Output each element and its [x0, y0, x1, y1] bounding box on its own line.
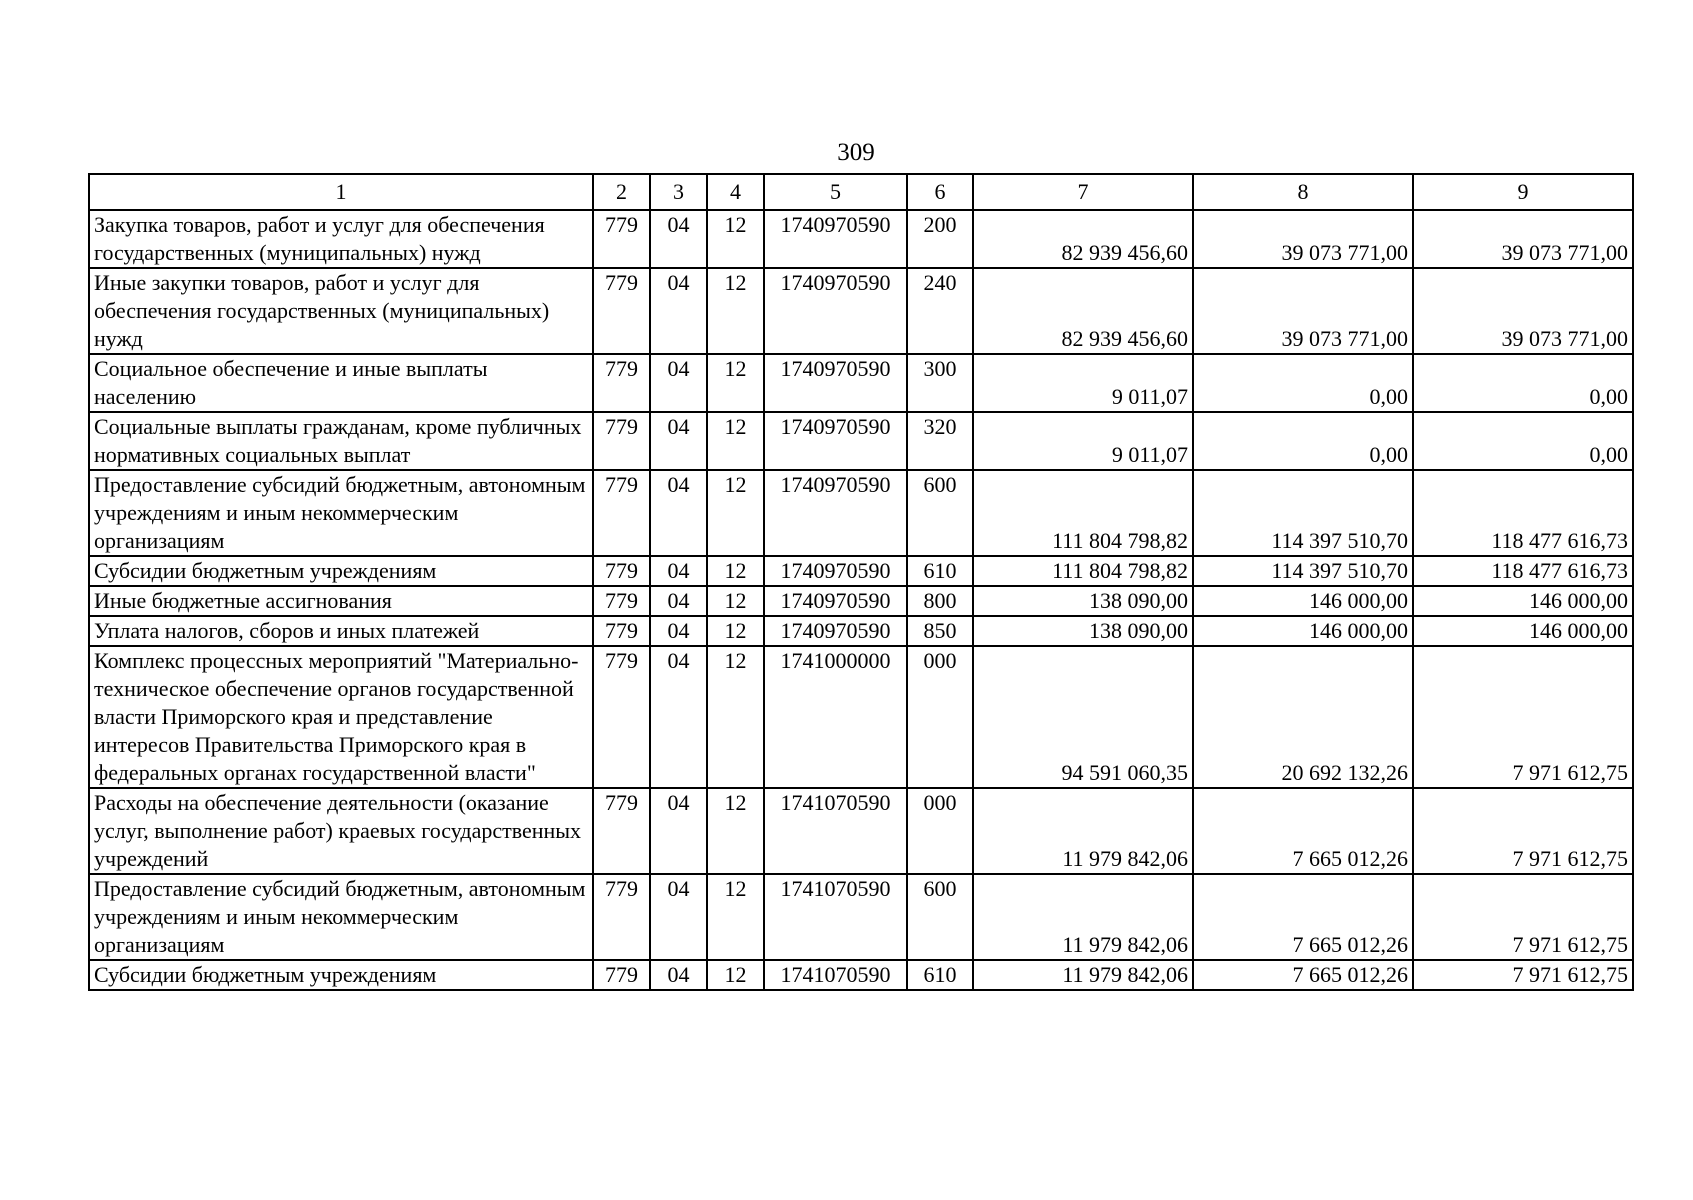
header-cell-9: 9 — [1413, 174, 1633, 210]
code-cell-5: 1740970590 — [764, 210, 907, 268]
code-cell-3: 04 — [650, 616, 707, 646]
table-row — [89, 788, 1633, 874]
expense-name-cell: Социальное обеспечение и иные выплаты населению — [89, 354, 593, 412]
table-row — [89, 874, 1633, 960]
amount-cell-7: 9 011,07 — [973, 412, 1193, 470]
code-cell-3: 04 — [650, 788, 707, 874]
amount-cell-7: 111 804 798,82 — [973, 470, 1193, 556]
code-cell-5: 1740970590 — [764, 354, 907, 412]
page-number: 309 — [837, 139, 875, 166]
expense-name-cell: Уплата налогов, сборов и иных платежей — [89, 616, 593, 646]
code-cell-6: 320 — [907, 412, 973, 470]
code-cell-3: 04 — [650, 586, 707, 616]
amount-cell-9: 7 971 612,75 — [1413, 646, 1633, 788]
amount-cell-8: 7 665 012,26 — [1193, 788, 1413, 874]
amount-cell-8: 114 397 510,70 — [1193, 470, 1413, 556]
amount-cell-9: 146 000,00 — [1413, 586, 1633, 616]
amount-cell-8: 146 000,00 — [1193, 586, 1413, 616]
amount-cell-7: 11 979 842,06 — [973, 874, 1193, 960]
code-cell-6: 600 — [907, 470, 973, 556]
code-cell-2: 779 — [593, 586, 650, 616]
code-cell-2: 779 — [593, 616, 650, 646]
header-cell-4: 4 — [707, 174, 764, 210]
expense-name-cell: Предоставление субсидий бюджетным, автономным учреждениям и иным некоммерческим организациям — [89, 470, 593, 556]
code-cell-2: 779 — [593, 874, 650, 960]
code-cell-4: 12 — [707, 470, 764, 556]
code-cell-4: 12 — [707, 874, 764, 960]
code-cell-6: 850 — [907, 616, 973, 646]
amount-cell-8: 7 665 012,26 — [1193, 874, 1413, 960]
code-cell-5: 1740970590 — [764, 470, 907, 556]
expense-name-cell: Субсидии бюджетным учреждениям — [89, 556, 593, 586]
amount-cell-9: 7 971 612,75 — [1413, 788, 1633, 874]
amount-cell-8: 0,00 — [1193, 412, 1413, 470]
code-cell-6: 600 — [907, 874, 973, 960]
amount-cell-7: 82 939 456,60 — [973, 210, 1193, 268]
expense-name-cell: Предоставление субсидий бюджетным, автономным учреждениям и иным некоммерческим организациям — [89, 874, 593, 960]
code-cell-5: 1740970590 — [764, 268, 907, 354]
amount-cell-7: 138 090,00 — [973, 616, 1193, 646]
code-cell-3: 04 — [650, 556, 707, 586]
amount-cell-8: 20 692 132,26 — [1193, 646, 1413, 788]
amount-cell-7: 82 939 456,60 — [973, 268, 1193, 354]
code-cell-5: 1740970590 — [764, 616, 907, 646]
amount-cell-9: 39 073 771,00 — [1413, 210, 1633, 268]
code-cell-4: 12 — [707, 960, 764, 990]
code-cell-4: 12 — [707, 556, 764, 586]
expense-name-cell: Иные бюджетные ассигнования — [89, 586, 593, 616]
header-cell-8: 8 — [1193, 174, 1413, 210]
code-cell-2: 779 — [593, 354, 650, 412]
header-cell-1: 1 — [89, 174, 593, 210]
code-cell-3: 04 — [650, 874, 707, 960]
code-cell-3: 04 — [650, 210, 707, 268]
table-row — [89, 586, 1633, 616]
header-cell-6: 6 — [907, 174, 973, 210]
code-cell-2: 779 — [593, 960, 650, 990]
amount-cell-7: 9 011,07 — [973, 354, 1193, 412]
code-cell-5: 1740970590 — [764, 412, 907, 470]
code-cell-5: 1741070590 — [764, 960, 907, 990]
budget-table — [88, 173, 1634, 991]
table-row — [89, 354, 1633, 412]
code-cell-3: 04 — [650, 268, 707, 354]
code-cell-6: 000 — [907, 788, 973, 874]
table-row — [89, 412, 1633, 470]
code-cell-6: 800 — [907, 586, 973, 616]
code-cell-2: 779 — [593, 470, 650, 556]
code-cell-3: 04 — [650, 412, 707, 470]
expense-name-cell: Субсидии бюджетным учреждениям — [89, 960, 593, 990]
expense-name-cell: Социальные выплаты гражданам, кроме публичных нормативных социальных выплат — [89, 412, 593, 470]
code-cell-2: 779 — [593, 788, 650, 874]
table-row — [89, 556, 1633, 586]
code-cell-5: 1741070590 — [764, 874, 907, 960]
expense-name-cell: Комплекс процессных мероприятий "Материально-техническое обеспечение органов государственной власти Приморского края и представление интересов Правительства Приморского края в федеральных органах государственной власти" — [89, 646, 593, 788]
amount-cell-7: 11 979 842,06 — [973, 960, 1193, 990]
code-cell-3: 04 — [650, 960, 707, 990]
code-cell-4: 12 — [707, 354, 764, 412]
code-cell-4: 12 — [707, 412, 764, 470]
header-cell-3: 3 — [650, 174, 707, 210]
amount-cell-9: 7 971 612,75 — [1413, 874, 1633, 960]
code-cell-6: 300 — [907, 354, 973, 412]
code-cell-2: 779 — [593, 556, 650, 586]
code-cell-5: 1741070590 — [764, 788, 907, 874]
code-cell-4: 12 — [707, 210, 764, 268]
code-cell-6: 000 — [907, 646, 973, 788]
code-cell-6: 200 — [907, 210, 973, 268]
header-cell-7: 7 — [973, 174, 1193, 210]
amount-cell-7: 94 591 060,35 — [973, 646, 1193, 788]
amount-cell-8: 146 000,00 — [1193, 616, 1413, 646]
code-cell-3: 04 — [650, 646, 707, 788]
code-cell-5: 1740970590 — [764, 586, 907, 616]
expense-name-cell: Иные закупки товаров, работ и услуг для обеспечения государственных (муниципальных) нужд — [89, 268, 593, 354]
code-cell-6: 610 — [907, 960, 973, 990]
amount-cell-9: 118 477 616,73 — [1413, 470, 1633, 556]
code-cell-2: 779 — [593, 412, 650, 470]
table-row — [89, 470, 1633, 556]
code-cell-4: 12 — [707, 586, 764, 616]
code-cell-6: 610 — [907, 556, 973, 586]
code-cell-3: 04 — [650, 470, 707, 556]
expense-name-cell: Расходы на обеспечение деятельности (оказание услуг, выполнение работ) краевых государственных учреждений — [89, 788, 593, 874]
code-cell-6: 240 — [907, 268, 973, 354]
amount-cell-9: 0,00 — [1413, 412, 1633, 470]
code-cell-4: 12 — [707, 788, 764, 874]
table-row — [89, 210, 1633, 268]
amount-cell-8: 0,00 — [1193, 354, 1413, 412]
table-row — [89, 268, 1633, 354]
amount-cell-9: 118 477 616,73 — [1413, 556, 1633, 586]
code-cell-4: 12 — [707, 646, 764, 788]
amount-cell-7: 138 090,00 — [973, 586, 1193, 616]
code-cell-4: 12 — [707, 268, 764, 354]
table-row — [89, 960, 1633, 990]
amount-cell-8: 114 397 510,70 — [1193, 556, 1413, 586]
code-cell-2: 779 — [593, 646, 650, 788]
code-cell-4: 12 — [707, 616, 764, 646]
amount-cell-8: 39 073 771,00 — [1193, 268, 1413, 354]
amount-cell-9: 39 073 771,00 — [1413, 268, 1633, 354]
code-cell-5: 1741000000 — [764, 646, 907, 788]
table-header-row — [89, 174, 1633, 210]
code-cell-2: 779 — [593, 210, 650, 268]
table-row — [89, 646, 1633, 788]
table-row — [89, 616, 1633, 646]
amount-cell-7: 11 979 842,06 — [973, 788, 1193, 874]
amount-cell-9: 0,00 — [1413, 354, 1633, 412]
amount-cell-8: 7 665 012,26 — [1193, 960, 1413, 990]
code-cell-2: 779 — [593, 268, 650, 354]
code-cell-3: 04 — [650, 354, 707, 412]
amount-cell-8: 39 073 771,00 — [1193, 210, 1413, 268]
header-cell-2: 2 — [593, 174, 650, 210]
code-cell-5: 1740970590 — [764, 556, 907, 586]
amount-cell-9: 7 971 612,75 — [1413, 960, 1633, 990]
expense-name-cell: Закупка товаров, работ и услуг для обеспечения государственных (муниципальных) нужд — [89, 210, 593, 268]
amount-cell-9: 146 000,00 — [1413, 616, 1633, 646]
amount-cell-7: 111 804 798,82 — [973, 556, 1193, 586]
header-cell-5: 5 — [764, 174, 907, 210]
